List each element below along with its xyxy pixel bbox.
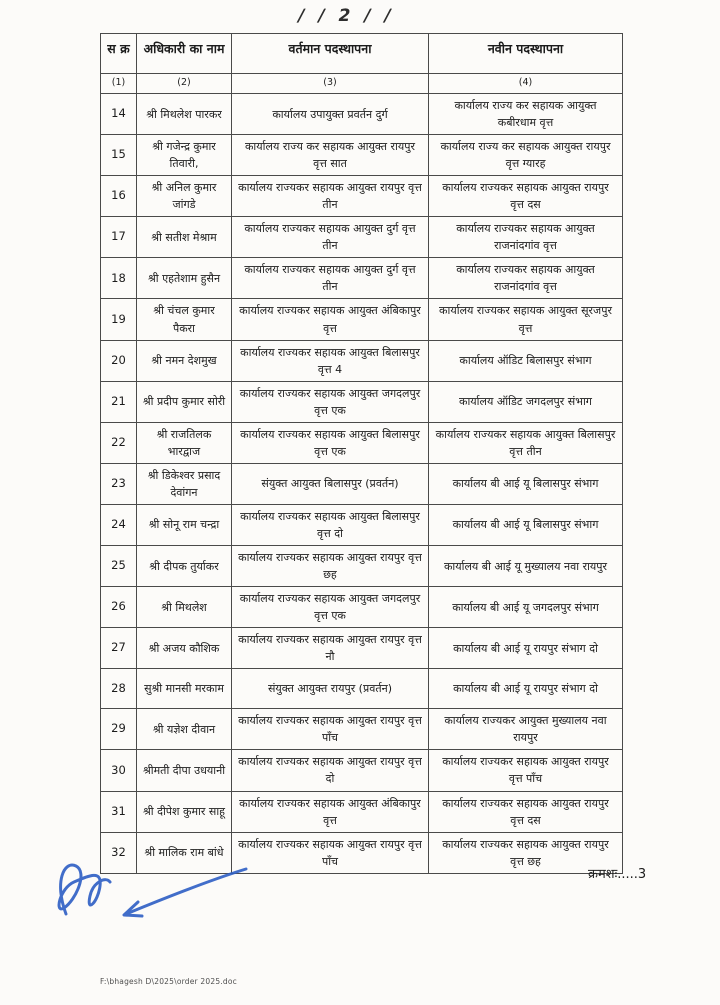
sno-cell: 29: [101, 709, 137, 750]
current-posting-cell: संयुक्त आयुक्त बिलासपुर (प्रवर्तन): [232, 463, 429, 504]
header-current-posting: वर्तमान पदस्थापना: [232, 34, 429, 74]
transfer-order-table: [100, 33, 623, 874]
table-row: [101, 422, 623, 463]
signature-scribble: [59, 865, 110, 914]
new-posting-cell: कार्यालय राज्यकर सहायक आयुक्त राजनांदगांव वृत्त: [429, 258, 623, 299]
officer-name-cell: श्री दीपेश कुमार साहू: [137, 791, 232, 832]
sno-cell: 25: [101, 546, 137, 587]
officer-name-cell: श्री एहतेशाम हुसैन: [137, 258, 232, 299]
sno-cell: 31: [101, 791, 137, 832]
new-posting-cell: कार्यालय राज्यकर सहायक आयुक्त रायपुर वृत्त दस: [429, 791, 623, 832]
table-row: [101, 628, 623, 669]
officer-name-cell: श्री नमन देशमुख: [137, 340, 232, 381]
new-posting-cell: कार्यालय बी आई यू जगदलपुर संभाग: [429, 587, 623, 628]
sno-cell: 28: [101, 669, 137, 709]
sno-cell: 15: [101, 135, 137, 176]
officer-name-cell: श्री प्रदीप कुमार सोरी: [137, 381, 232, 422]
sno-cell: 16: [101, 176, 137, 217]
table-row: [101, 669, 623, 709]
sno-cell: 26: [101, 587, 137, 628]
current-posting-cell: कार्यालय राज्यकर सहायक आयुक्त जगदलपुर वृत्त एक: [232, 381, 429, 422]
new-posting-cell: कार्यालय ऑडिट बिलासपुर संभाग: [429, 340, 623, 381]
officer-name-cell: श्री गजेन्द्र कुमार तिवारी,: [137, 135, 232, 176]
table-row: [101, 463, 623, 504]
current-posting-cell: कार्यालय राज्यकर सहायक आयुक्त रायपुर वृत्त नौ: [232, 628, 429, 669]
table-row: [101, 587, 623, 628]
current-posting-cell: कार्यालय राज्यकर सहायक आयुक्त रायपुर वृत्त पाँच: [232, 832, 429, 873]
table-row: [101, 299, 623, 340]
current-posting-cell: कार्यालय राज्यकर सहायक आयुक्त रायपुर वृत्त दो: [232, 750, 429, 791]
column-number-row: [101, 74, 623, 94]
current-posting-cell: कार्यालय राज्य कर सहायक आयुक्त रायपुर वृत्त सात: [232, 135, 429, 176]
current-posting-cell: कार्यालय राज्यकर सहायक आयुक्त अंबिकापुर वृत्त: [232, 791, 429, 832]
sno-cell: 18: [101, 258, 137, 299]
table-row: [101, 176, 623, 217]
table-row: [101, 217, 623, 258]
header-new-posting: नवीन पदस्थापना: [429, 34, 623, 74]
officer-name-cell: श्री राजतिलक भारद्वाज: [137, 422, 232, 463]
current-posting-cell: कार्यालय राज्यकर सहायक आयुक्त रायपुर वृत्त तीन: [232, 176, 429, 217]
officer-name-cell: श्री डिकेश्वर प्रसाद देवांगन: [137, 463, 232, 504]
new-posting-cell: कार्यालय राज्यकर सहायक आयुक्त रायपुर वृत्त दस: [429, 176, 623, 217]
table-row: [101, 791, 623, 832]
new-posting-cell: कार्यालय राज्य कर सहायक आयुक्त कबीरधाम वृत्त: [429, 94, 623, 135]
signature-flourish-line: [126, 869, 246, 914]
header-row: [101, 34, 623, 74]
sno-cell: 27: [101, 628, 137, 669]
table-row: [101, 340, 623, 381]
column-number-4: (4): [429, 74, 623, 94]
current-posting-cell: संयुक्त आयुक्त रायपुर (प्रवर्तन): [232, 669, 429, 709]
column-number-1: (1): [101, 74, 137, 94]
sno-cell: 22: [101, 422, 137, 463]
table-row: [101, 258, 623, 299]
new-posting-cell: कार्यालय बी आई यू मुख्यालय नवा रायपुर: [429, 546, 623, 587]
new-posting-cell: कार्यालय राज्यकर आयुक्त मुख्यालय नवा रायपुर: [429, 709, 623, 750]
new-posting-cell: कार्यालय राज्यकर सहायक आयुक्त रायपुर वृत्त छह: [429, 832, 623, 873]
sno-cell: 14: [101, 94, 137, 135]
officer-name-cell: श्री सोनू राम चन्द्रा: [137, 504, 232, 545]
new-posting-cell: कार्यालय राज्यकर सहायक आयुक्त बिलासपुर वृत्त तीन: [429, 422, 623, 463]
officer-name-cell: श्री अनिल कुमार जांगडे: [137, 176, 232, 217]
current-posting-cell: कार्यालय राज्यकर सहायक आयुक्त रायपुर वृत्त छह: [232, 546, 429, 587]
current-posting-cell: कार्यालय राज्यकर सहायक आयुक्त बिलासपुर वृत्त दो: [232, 504, 429, 545]
column-number-3: (3): [232, 74, 429, 94]
current-posting-cell: कार्यालय राज्यकर सहायक आयुक्त दुर्ग वृत्त तीन: [232, 217, 429, 258]
table-row: [101, 546, 623, 587]
current-posting-cell: कार्यालय राज्यकर सहायक आयुक्त रायपुर वृत्त पाँच: [232, 709, 429, 750]
signature-ink: [50, 852, 260, 947]
current-posting-cell: कार्यालय राज्यकर सहायक आयुक्त बिलासपुर वृत्त एक: [232, 422, 429, 463]
table-row: [101, 381, 623, 422]
officer-name-cell: श्री चंचल कुमार पैकरा: [137, 299, 232, 340]
officer-name-cell: श्री मालिक राम बांधे: [137, 832, 232, 873]
current-posting-cell: कार्यालय राज्यकर सहायक आयुक्त दुर्ग वृत्त तीन: [232, 258, 429, 299]
new-posting-cell: कार्यालय ऑडिट जगदलपुर संभाग: [429, 381, 623, 422]
officer-name-cell: सुश्री मानसी मरकाम: [137, 669, 232, 709]
sno-cell: 17: [101, 217, 137, 258]
new-posting-cell: कार्यालय बी आई यू रायपुर संभाग दो: [429, 628, 623, 669]
sno-cell: 19: [101, 299, 137, 340]
table-row: [101, 750, 623, 791]
officer-name-cell: श्री दीपक तुर्याकर: [137, 546, 232, 587]
column-number-2: (2): [137, 74, 232, 94]
new-posting-cell: कार्यालय राज्य कर सहायक आयुक्त रायपुर वृत्त ग्यारह: [429, 135, 623, 176]
current-posting-cell: कार्यालय राज्यकर सहायक आयुक्त अंबिकापुर वृत्त: [232, 299, 429, 340]
table-row: [101, 709, 623, 750]
new-posting-cell: कार्यालय बी आई यू रायपुर संभाग दो: [429, 669, 623, 709]
officer-name-cell: श्री सतीश मेश्राम: [137, 217, 232, 258]
header-serial-no: स क्र: [101, 34, 137, 74]
sno-cell: 24: [101, 504, 137, 545]
new-posting-cell: कार्यालय बी आई यू बिलासपुर संभाग: [429, 504, 623, 545]
officer-name-cell: श्री मिथलेश: [137, 587, 232, 628]
table-row: [101, 504, 623, 545]
table-row: [101, 94, 623, 135]
sno-cell: 32: [101, 832, 137, 873]
current-posting-cell: कार्यालय राज्यकर सहायक आयुक्त बिलासपुर वृत्त 4: [232, 340, 429, 381]
officer-name-cell: श्री अजय कौशिक: [137, 628, 232, 669]
new-posting-cell: कार्यालय बी आई यू बिलासपुर संभाग: [429, 463, 623, 504]
sno-cell: 23: [101, 463, 137, 504]
table-header: [101, 34, 623, 94]
new-posting-cell: कार्यालय राज्यकर सहायक आयुक्त रायपुर वृत्त पाँच: [429, 750, 623, 791]
table-body: [101, 94, 623, 874]
sno-cell: 30: [101, 750, 137, 791]
handwritten-page-number: / / 2 / /: [295, 6, 397, 26]
table-row: [101, 135, 623, 176]
officer-name-cell: श्री यज्ञेश दीवान: [137, 709, 232, 750]
document-file-path: F:\bhagesh D\2025\order 2025.doc: [100, 977, 237, 986]
continuation-note: क्रमशः.....3: [588, 867, 647, 882]
sno-cell: 21: [101, 381, 137, 422]
sno-cell: 20: [101, 340, 137, 381]
new-posting-cell: कार्यालय राज्यकर सहायक आयुक्त सूरजपुर वृत्त: [429, 299, 623, 340]
officer-name-cell: श्रीमती दीपा उधयानी: [137, 750, 232, 791]
current-posting-cell: कार्यालय राज्यकर सहायक आयुक्त जगदलपुर वृत्त एक: [232, 587, 429, 628]
current-posting-cell: कार्यालय उपायुक्त प्रवर्तन दुर्ग: [232, 94, 429, 135]
header-officer-name: अधिकारी का नाम: [137, 34, 232, 74]
new-posting-cell: कार्यालय राज्यकर सहायक आयुक्त राजनांदगांव वृत्त: [429, 217, 623, 258]
officer-name-cell: श्री मिथलेश पारकर: [137, 94, 232, 135]
